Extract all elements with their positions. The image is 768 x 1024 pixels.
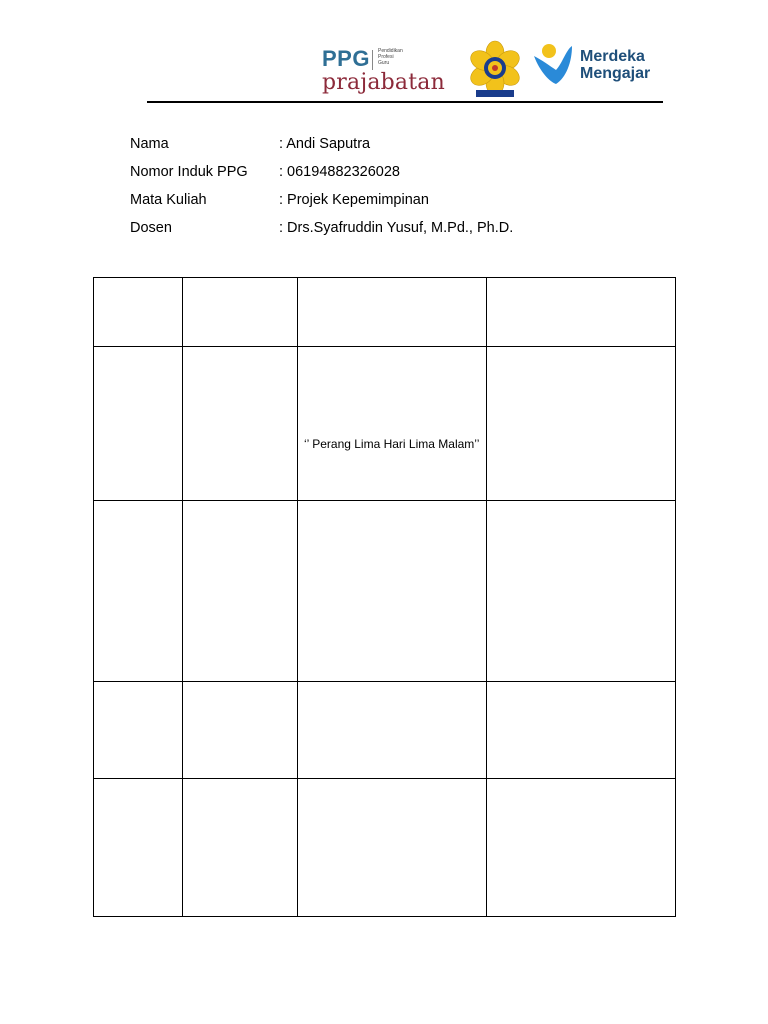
table-cell bbox=[94, 682, 183, 779]
ppg-logo-separator bbox=[372, 50, 373, 70]
table-cell bbox=[94, 501, 183, 682]
table-row bbox=[94, 682, 676, 779]
main-table bbox=[93, 277, 676, 917]
document-header bbox=[0, 0, 768, 104]
table-cell bbox=[183, 501, 298, 682]
university-emblem-icon bbox=[460, 40, 530, 100]
merdeka-mengajar-logo bbox=[532, 42, 682, 92]
info-label: Mata Kuliah bbox=[130, 192, 207, 208]
table-row bbox=[94, 779, 676, 917]
info-label: Dosen bbox=[130, 220, 172, 236]
info-value: : Projek Kepemimpinan bbox=[279, 192, 429, 208]
table-row bbox=[94, 347, 676, 501]
info-label: Nomor Induk PPG bbox=[130, 164, 248, 180]
table-cell bbox=[183, 278, 298, 347]
header-divider bbox=[147, 101, 663, 103]
info-label: Nama bbox=[130, 136, 169, 152]
table-cell bbox=[298, 347, 487, 501]
table-cell bbox=[298, 278, 487, 347]
table-cell bbox=[94, 278, 183, 347]
table-header-row bbox=[94, 278, 676, 347]
info-value: : Drs.Syafruddin Yusuf, M.Pd., Ph.D. bbox=[279, 220, 514, 236]
ppg-prajabatan-logo bbox=[322, 44, 452, 100]
table-cell bbox=[183, 682, 298, 779]
merdeka-word: Merdeka bbox=[580, 48, 645, 65]
ppg-logo-subtitle: Pendidikan Profesi Guru bbox=[378, 48, 403, 66]
table-cell bbox=[487, 347, 676, 501]
table-cell bbox=[298, 682, 487, 779]
info-value: : 06194882326028 bbox=[279, 164, 400, 180]
prajabatan-logo-word: prajabatan bbox=[322, 70, 445, 95]
table-cell bbox=[487, 779, 676, 917]
info-value: : Andi Saputra bbox=[279, 136, 371, 152]
table-cell bbox=[94, 347, 183, 501]
mengajar-word: Mengajar bbox=[580, 65, 651, 82]
table-cell bbox=[487, 682, 676, 779]
table-cell bbox=[94, 779, 183, 917]
table-cell bbox=[298, 779, 487, 917]
ppg-logo-word: PPG bbox=[322, 46, 370, 71]
table-cell bbox=[487, 501, 676, 682]
table-row bbox=[94, 501, 676, 682]
topic-title: ‘’ Perang Lima Hari Lima Malam’’ bbox=[304, 437, 480, 451]
table-cell bbox=[183, 347, 298, 501]
table-cell bbox=[298, 501, 487, 682]
merdeka-mengajar-mark-icon bbox=[532, 42, 578, 88]
table-cell bbox=[183, 779, 298, 917]
table-cell bbox=[487, 278, 676, 347]
